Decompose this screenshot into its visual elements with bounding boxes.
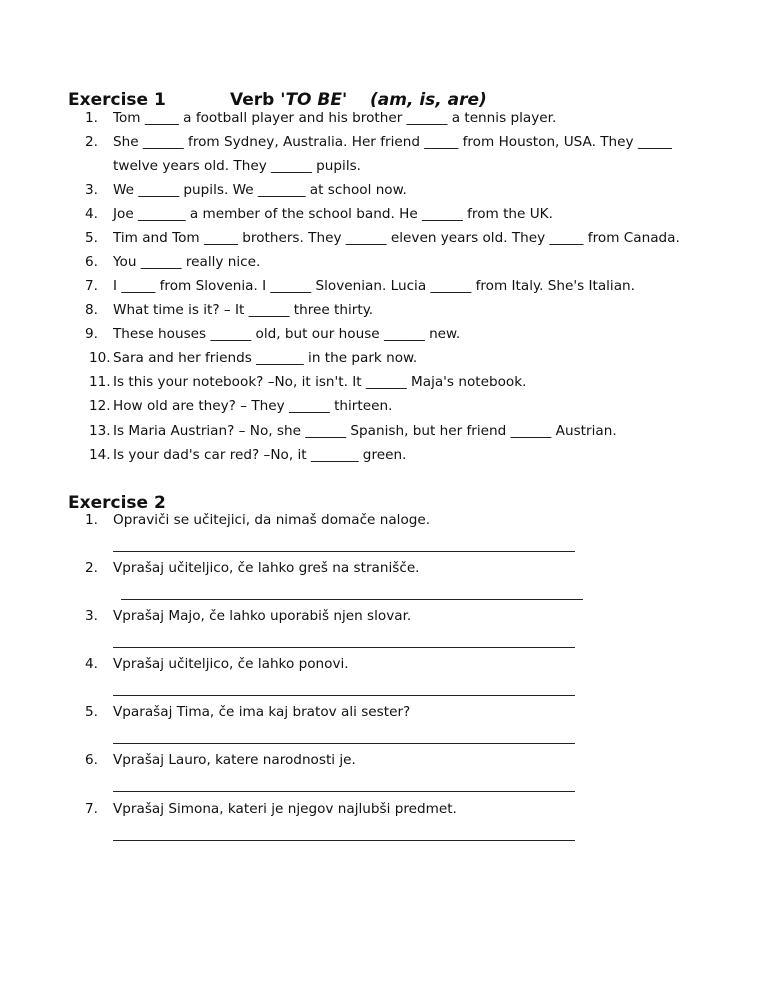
item-text: I _____ from Slovenia. I ______ Slovenian. Lucia ______ from Italy. She's Italian. [113, 278, 635, 294]
item-text: How old are they? – They ______ thirteen. [113, 398, 393, 414]
exercise-2-title: Exercise 2 [68, 493, 166, 513]
answer-line[interactable] [113, 840, 575, 841]
item-number: 7. [85, 278, 98, 294]
item-text: You ______ really nice. [113, 254, 261, 270]
item-number: 9. [85, 326, 98, 342]
item-number: 1. [85, 110, 98, 126]
answer-line[interactable] [113, 743, 575, 744]
item-text: Vprašaj učiteljico, če lahko ponovi. [113, 656, 349, 672]
item-text: Is your dad's car red? –No, it _______ green. [113, 447, 407, 463]
item-number: 11. [89, 374, 111, 390]
item-number: 2. [85, 560, 98, 576]
item-number: 13. [89, 423, 111, 439]
item-number: 10. [89, 350, 111, 366]
item-text: We ______ pupils. We _______ at school now. [113, 182, 407, 198]
item-text: She ______ from Sydney, Australia. Her friend _____ from Houston, USA. They _____ [113, 134, 672, 150]
item-number: 4. [85, 206, 98, 222]
item-text: Vprašaj Majo, če lahko uporabiš njen slovar. [113, 608, 412, 624]
item-text: Tom _____ a football player and his brother ______ a tennis player. [113, 110, 557, 126]
item-text: Vprašaj Simona, kateri je njegov najlubši predmet. [113, 801, 457, 817]
item-text: Vparašaj Tima, če ima kaj bratov ali sester? [113, 704, 411, 720]
item-text: Opraviči se učitejici, da nimaš domače naloge. [113, 512, 431, 528]
exercise-1-title: Exercise 1 [68, 90, 166, 110]
item-number: 5. [85, 704, 98, 720]
item-number: 6. [85, 752, 98, 768]
verb-italic: TO BE [285, 90, 342, 110]
item-text: What time is it? – It ______ three thirty. [113, 302, 374, 318]
item-number: 7. [85, 801, 98, 817]
item-number: 12. [89, 398, 111, 414]
item-number: 5. [85, 230, 98, 246]
verb-prefix: Verb ' [230, 90, 286, 110]
answer-line[interactable] [113, 551, 575, 552]
exercise-1-verb-heading [230, 90, 347, 110]
item-number: 2. [85, 134, 98, 150]
item-text: Tim and Tom _____ brothers. They ______ eleven years old. They _____ from Canada. [113, 230, 680, 246]
item-number: 6. [85, 254, 98, 270]
item-number: 3. [85, 608, 98, 624]
item-number: 8. [85, 302, 98, 318]
answer-line[interactable] [113, 791, 575, 792]
item-text: Vprašaj učiteljico, če lahko greš na stranišče. [113, 560, 420, 576]
verb-suffix: ' [341, 90, 348, 110]
item-text: Joe _______ a member of the school band. He ______ from the UK. [113, 206, 553, 222]
item-text: Vprašaj Lauro, katere narodnosti je. [113, 752, 356, 768]
item-number: 14. [89, 447, 111, 463]
item-text: Sara and her friends _______ in the park now. [113, 350, 418, 366]
item-number: 3. [85, 182, 98, 198]
answer-line[interactable] [113, 647, 575, 648]
answer-line[interactable] [121, 599, 583, 600]
item-text: Is Maria Austrian? – No, she ______ Spanish, but her friend ______ Austrian. [113, 423, 617, 439]
exercise-1-forms: (am, is, are) [370, 90, 487, 110]
item-text: These houses ______ old, but our house ______ new. [113, 326, 461, 342]
item-number: 4. [85, 656, 98, 672]
item-text: Is this your notebook? –No, it isn't. It ______ Maja's notebook. [113, 374, 527, 390]
exercise-1-item-continuation: twelve years old. They ______ pupils. [113, 158, 361, 174]
answer-line[interactable] [113, 695, 575, 696]
item-number: 1. [85, 512, 98, 528]
